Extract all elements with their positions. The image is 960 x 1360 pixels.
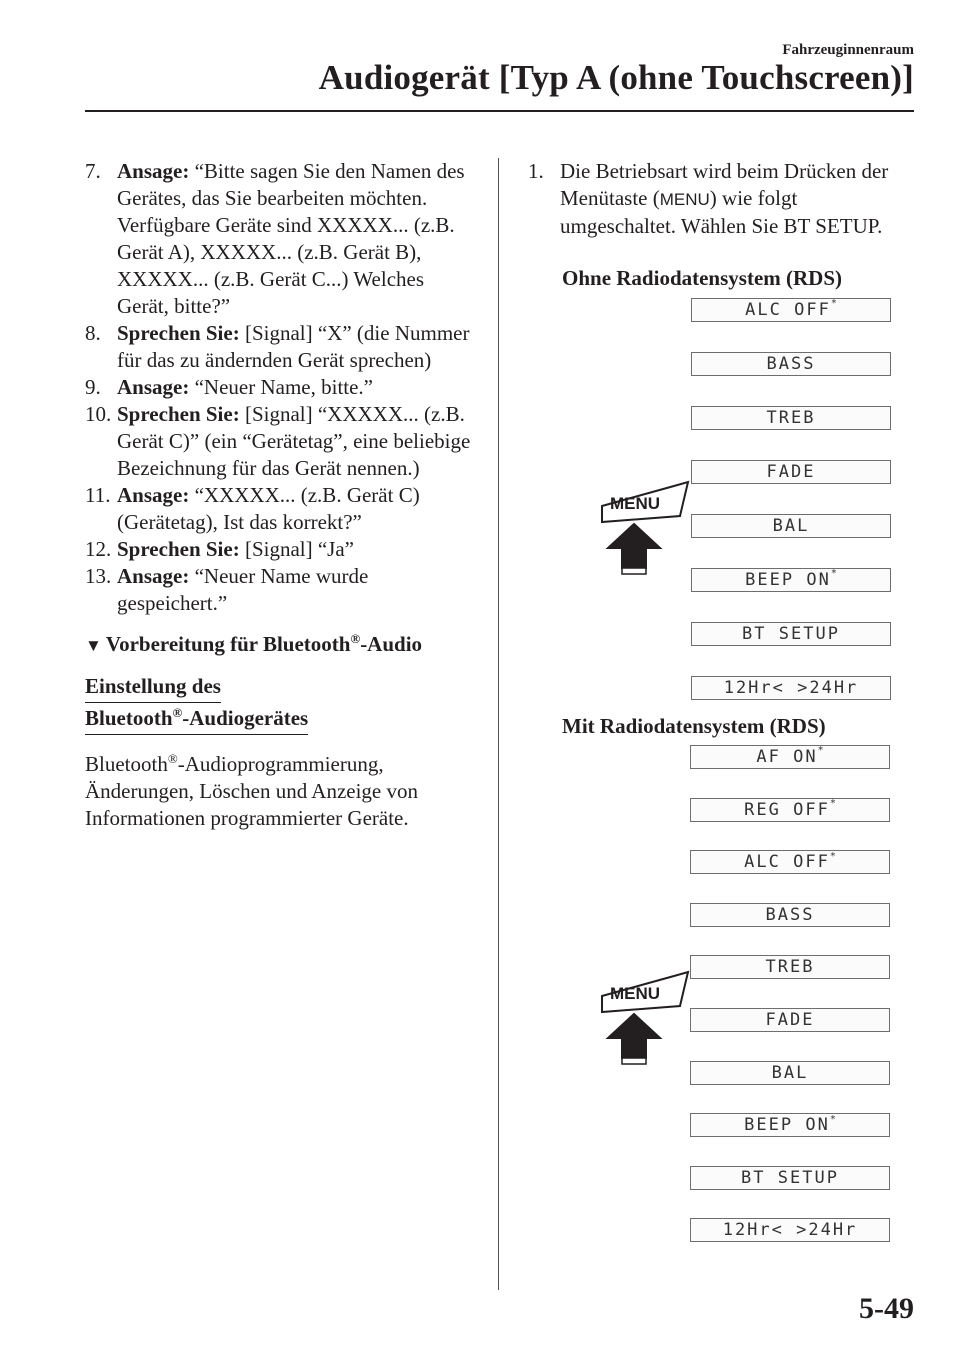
display-item: BASS: [691, 352, 891, 376]
step-9: 9. Ansage: “Neuer Name, bitte.”: [85, 375, 374, 399]
display-item: BAL: [690, 1061, 890, 1085]
svg-text:MENU: MENU: [610, 494, 661, 513]
menu-key-label: MENU: [659, 190, 710, 209]
diagram-title-with-rds: Mit Radiodatensystem (RDS): [562, 714, 826, 738]
column-divider: [498, 158, 499, 1290]
display-item: BEEP ON*: [690, 1113, 890, 1137]
display-item: 12Hr< >24Hr: [690, 1218, 890, 1242]
step-13: 13. Ansage: “Neuer Name wurde gespeichert.”: [85, 564, 369, 615]
display-item: REG OFF*: [690, 798, 890, 822]
page-title: Audiogerät [Typ A (ohne Touchscreen)]: [318, 58, 914, 97]
subheading: Einstellung des Bluetooth®-Audiogerätes: [85, 671, 475, 735]
step-11: 11. Ansage: “XXXXX... (z.B. Gerät C) (Gerätetag), Ist das korrekt?”: [85, 483, 420, 534]
step-12: 12. Sprechen Sie: [Signal] “Ja”: [85, 537, 354, 561]
triangle-marker-icon: ▼: [85, 636, 102, 655]
display-item: TREB: [691, 406, 891, 430]
display-item: 12Hr< >24Hr: [691, 676, 891, 700]
display-item: BAL: [691, 514, 891, 538]
section-heading: ▼ Vorbereitung für Bluetooth®-Audio: [85, 631, 423, 656]
menu-button-icon: [580, 478, 700, 578]
page-number: 5-49: [859, 1292, 914, 1325]
step-1: 1. Die Betriebsart wird beim Drücken der Menütaste (MENU) wie folgt umgeschaltet. Wählen Sie BT SETUP.: [528, 159, 889, 238]
diagram-title-without-rds: Ohne Radiodatensystem (RDS): [562, 266, 843, 290]
step-7: 7. Ansage: “Bitte sagen Sie den Namen des Gerätes, das Sie bearbeiten möchten. Verfügbare Geräte sind XXXXX... (z.B. Gerät A), XXXXX... (z.B. Gerät B), XXXXX... (z.B. Gerät C...) Welches Gerät, bitte?”: [85, 159, 465, 318]
display-item: BASS: [690, 903, 890, 927]
display-item: TREB: [690, 955, 890, 979]
left-column: [85, 158, 475, 832]
body-paragraph: Bluetooth®-Audioprogrammierung, Änderungen, Löschen und Anzeige von Informationen programmierter Geräte.: [85, 751, 418, 830]
header-rule: [85, 110, 914, 112]
display-item: BT SETUP: [691, 622, 891, 646]
section-name: Fahrzeuginnenraum: [782, 42, 914, 58]
display-item: ALC OFF*: [691, 298, 891, 322]
display-item: BT SETUP: [690, 1166, 890, 1190]
display-item: FADE: [690, 1008, 890, 1032]
display-item: AF ON*: [690, 745, 890, 769]
step-10: 10. Sprechen Sie: [Signal] “XXXXX... (z.B. Gerät C)” (ein “Gerätetag”, eine beliebige Bezeichnung für das Gerät nennen.): [85, 402, 471, 480]
display-item: FADE: [691, 460, 891, 484]
step-8: 8. Sprechen Sie: [Signal] “X” (die Nummer für das zu ändernden Gerät sprechen): [85, 321, 470, 372]
display-item: BEEP ON*: [691, 568, 891, 592]
svg-text:MENU: MENU: [610, 984, 661, 1003]
menu-button-icon: [580, 968, 700, 1068]
display-item: ALC OFF*: [690, 850, 890, 874]
